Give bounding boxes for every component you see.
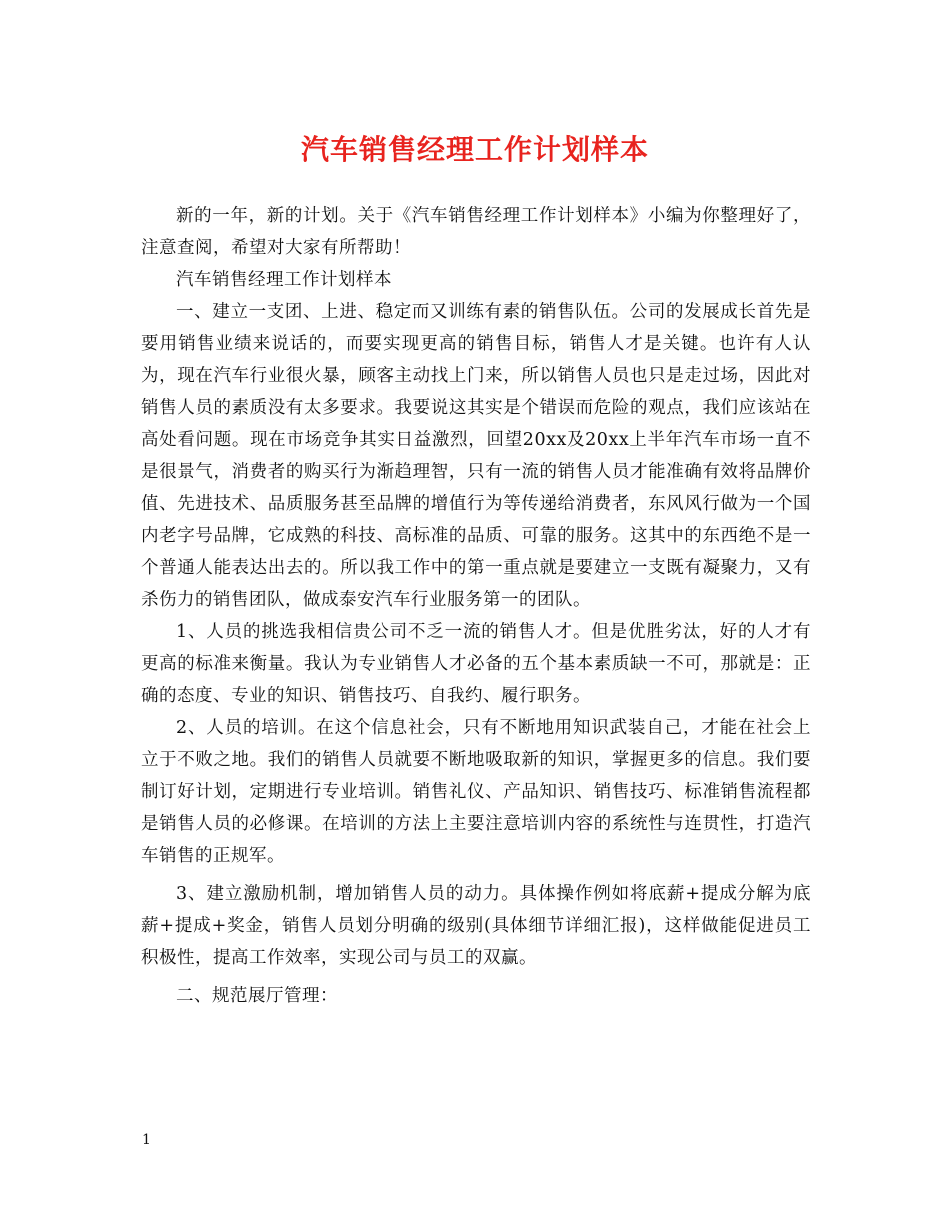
subtitle-paragraph: 汽车销售经理工作计划样本 — [176, 270, 392, 290]
page-number: 1 — [142, 1132, 151, 1148]
intro-paragraph: 新的一年，新的计划。关于《汽车销售经理工作计划样本》小编为你整理好了，注意查阅，希望对大家有所帮助！ — [141, 206, 811, 258]
item-one-paragraph: 1、人员的挑选我相信贵公司不乏一流的销售人才。但是优胜劣汰，好的人才有更高的标准来衡量。我认为专业销售人才必备的五个基本素质缺一不可，那就是：正确的态度、专业的知识、销售技巧、自我约、履行职务。 — [141, 622, 811, 706]
document-body — [141, 200, 811, 1012]
document-title: 汽车销售经理工作计划样本 — [300, 133, 649, 166]
section-two-heading: 二、规范展厅管理： — [176, 986, 338, 1006]
item-two-paragraph: 2、人员的培训。在这个信息社会，只有不断地用知识武装自己，才能在社会上立于不败之地。我们的销售人员就要不断地吸取新的知识，掌握更多的信息。我们要制订好计划，定期进行专业培训。销售礼仪、产品知识、销售技巧、标准销售流程都是销售人员的必修课。在培训的方法上主要注意培训内容的系统性与连贯性，打造汽车销售的正规军。 — [141, 718, 811, 866]
section-one-paragraph: 一、建立一支团、上进、稳定而又训练有素的销售队伍。公司的发展成长首先是要用销售业绩来说话的，而要实现更高的销售目标，销售人才是关键。也许有人认为，现在汽车行业很火暴，顾客主动找上门来，所以销售人员也只是走过场，因此对销售人员的素质没有太多要求。我要说这其实是个错误而危险的观点，我们应该站在高处看问题。现在市场竞争其实日益激烈，回望20xx及20xx上半年汽车市场一直不是很景气，消费者的购买行为渐趋理智，只有一流的销售人员才能准确有效将品牌价值、先进技术、品质服务甚至品牌的增值行为等传递给消费者，东风风行做为一个国内老字号品牌，它成熟的科技、高标准的品质、可靠的服务。这其中的东西绝不是一个普通人能表达出去的。所以我工作中的第一重点就是要建立一支既有凝聚力，又有杀伤力的销售团队，做成泰安汽车行业服务第一的团队。 — [141, 302, 811, 610]
item-three-paragraph: 3、建立激励机制，增加销售人员的动力。具体操作例如将底薪+提成分解为底薪+提成+奖金，销售人员划分明确的级别(具体细节详细汇报)，这样做能促进员工积极性，提高工作效率，实现公司与员工的双赢。 — [141, 884, 811, 968]
